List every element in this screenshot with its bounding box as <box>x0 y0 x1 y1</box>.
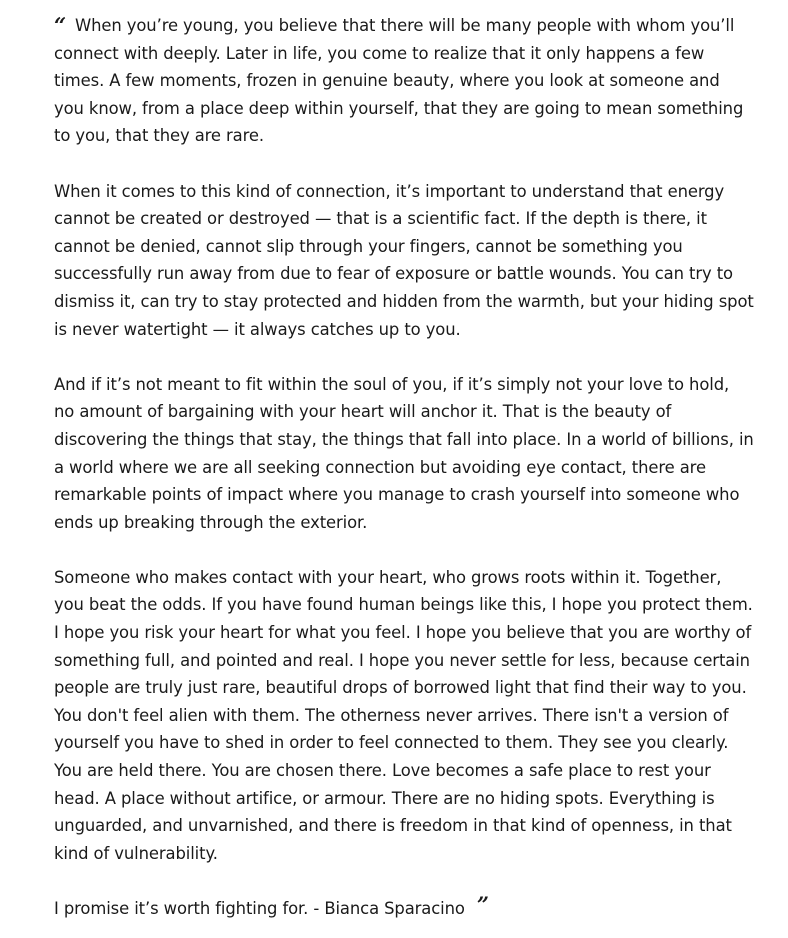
quote-paragraph-4 <box>54 564 754 868</box>
quote-paragraph-3 <box>54 371 754 537</box>
paragraph-text: And if it’s not meant to fit within the soul of you, if it’s simply not your love to hold, no amount of bargaining with your heart will anchor it. That is the beauty of discovering the things that stay, the things that fall into place. In a world of billions, in a world where we are all seeking connection but avoiding eye contact, there are remarkable points of impact where you manage to crash yourself into someone who ends up breaking through the exterior. <box>54 374 754 532</box>
paragraph-text: Someone who makes contact with your heart, who grows roots within it. Together, you beat the odds. If you have found human beings like this, I hope you protect them. I hope you risk your heart for what you feel. I hope you believe that you are worthy of something full, and pointed and real. I hope you never settle for less, because certain people are truly just rare, beautiful drops of borrowed light that find their way to you. You don't feel alien with them. The otherness never arrives. There isn't a version of yourself you have to shed in order to feel connected to them. They see you clearly. You are held there. You are chosen there. Love becomes a safe place to rest your head. A place without artifice, or armour. There are no hiding spots. Everything is unguarded, and unvarnished, and there is freedom in that kind of openness, in that kind of vulnerability. <box>54 567 753 863</box>
quote-block <box>54 12 754 923</box>
quote-paragraph-1: “ When you’re young, you believe that there will be many people with whom you’ll connect with deeply. Later in life, you come to realize that it only happens a few times. A few moments, frozen in genuine beauty, where you look at someone and you know, from a place deep within yourself, that they are going to mean something to you, that they are rare. <box>54 13 744 146</box>
quote-attribution: I promise it’s worth fighting for. - Bianca Sparacino ” <box>54 892 489 918</box>
attribution-text: I promise it’s worth fighting for. - Bianca Sparacino <box>54 899 465 918</box>
paragraph-text: When it comes to this kind of connection, it’s important to understand that energy cannot be created or destroyed — that is a scientific fact. If the depth is there, it cannot be denied, cannot slip through your fingers, cannot be something you successfully run away from due to fear of exposure or battle wounds. You can try to dismiss it, can try to stay protected and hidden from the warmth, but your hiding spot is never watertight — it always catches up to you. <box>54 181 754 339</box>
paragraph-text: When you’re young, you believe that there will be many people with whom you’ll connect with deeply. Later in life, you come to realize that it only happens a few times. A few moments, frozen in genuine beauty, where you look at someone and you know, from a place deep within yourself, that they are going to mean something to you, that they are rare. <box>54 16 744 146</box>
quote-paragraph-2 <box>54 178 754 344</box>
